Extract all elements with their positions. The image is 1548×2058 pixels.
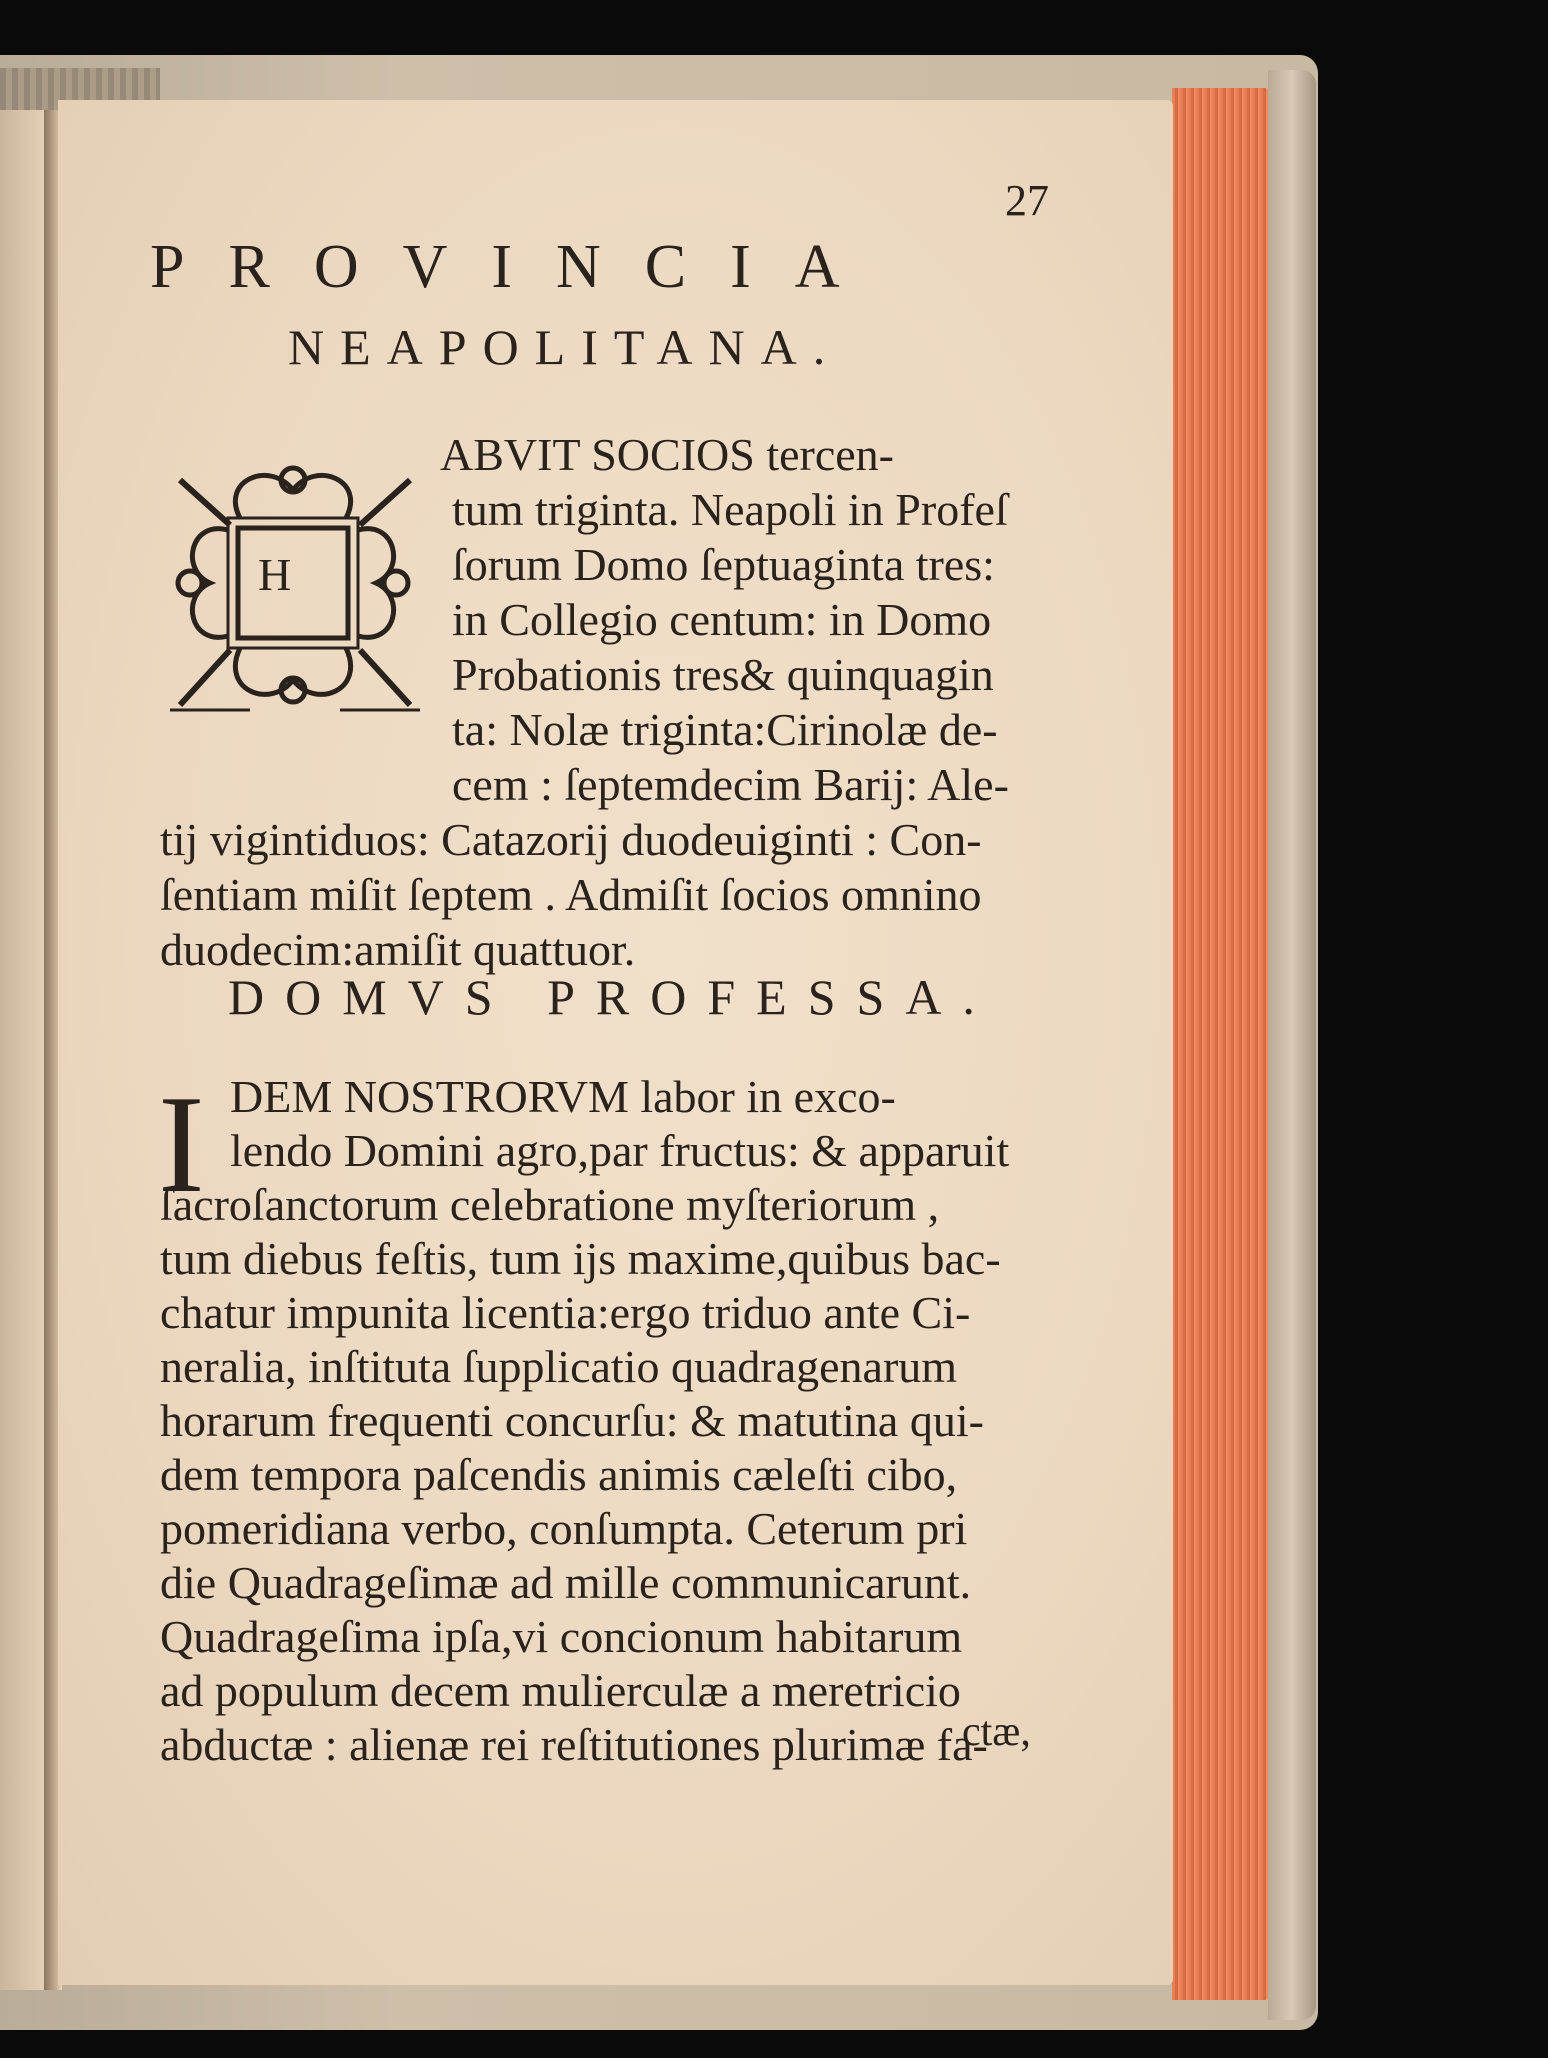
ornamental-initial-frame — [160, 440, 430, 730]
paragraph1-line-10: duodecim:amiſit quattuor. — [160, 924, 636, 975]
paragraph1-line-6: ta: Nolæ triginta:Cirinolæ de- — [452, 704, 998, 755]
paragraph2-line-3: ſacroſanctorum celebratione myſteriorum , — [160, 1179, 940, 1230]
paragraph2-line-11: Quadrageſima ipſa,vi concionum habitarum — [160, 1611, 963, 1662]
decorated-initial-letter: H — [258, 549, 292, 600]
red-page-edges — [1172, 88, 1272, 2000]
paragraph2-line-13: abductæ : alienæ rei reſtitutiones plurimæ fa- — [160, 1719, 988, 1770]
paragraph2-line-8: dem tempora paſcendis animis cæleſti cibo, — [160, 1449, 958, 1500]
paragraph2-line-10: die Quadrageſimæ ad mille communicarunt. — [160, 1557, 972, 1608]
paragraph2-line-1: DEM NOSTRORVM labor in exco- — [230, 1071, 896, 1122]
paragraph1-line-3: ſorum Domo ſeptuaginta tres: — [452, 539, 995, 590]
drop-initial-letter: I — [158, 1067, 205, 1222]
cover-fore-edge — [1268, 70, 1316, 2020]
paragraph1-line-5: Probationis tres& quinquagin — [452, 649, 994, 700]
title-line-1: PROVINCIA — [150, 233, 884, 301]
catchword: ctæ, — [962, 1709, 1031, 1755]
paragraph1-line-1: ABVIT SOCIOS tercen- — [440, 429, 894, 480]
title-line-2: NEAPOLITANA. — [288, 319, 842, 375]
paragraph1-line-7: cem : ſeptemdecim Barij: Ale- — [452, 759, 1009, 810]
paragraph2-line-12: ad populum decem mulierculæ a meretricio — [160, 1665, 961, 1716]
paragraph2-line-6: neralia, inſtituta ſupplicatio quadragenarum — [160, 1341, 958, 1392]
left-page-edge — [0, 110, 50, 1990]
paragraph1-line-2: tum triginta. Neapoli in Profeſ — [452, 484, 1008, 535]
paragraph2-line-4: tum diebus feſtis, tum ijs maxime,quibus bac- — [160, 1233, 1001, 1284]
section-heading: DOMVS PROFESSA. — [228, 969, 996, 1025]
paragraph2-line-7: horarum frequenti concurſu: & matutina qui- — [160, 1395, 984, 1446]
page-number: 27 — [1005, 176, 1049, 225]
paragraph2-line-5: chatur impunita licentia:ergo triduo ante Ci- — [160, 1287, 971, 1338]
paragraph1-line-8: tij vigintiduos: Catazorij duodeuiginti : Con- — [160, 814, 982, 865]
paragraph1-line-9: ſentiam miſit ſeptem . Admiſit ſocios omnino — [160, 869, 982, 920]
paragraph1-line-4: in Collegio centum: in Domo — [452, 594, 992, 645]
paragraph2-line-2: lendo Domini agro,par fructus: & apparuit — [230, 1125, 1010, 1176]
paragraph2-line-9: pomeridiana verbo, conſumpta. Ceterum pri — [160, 1503, 968, 1554]
